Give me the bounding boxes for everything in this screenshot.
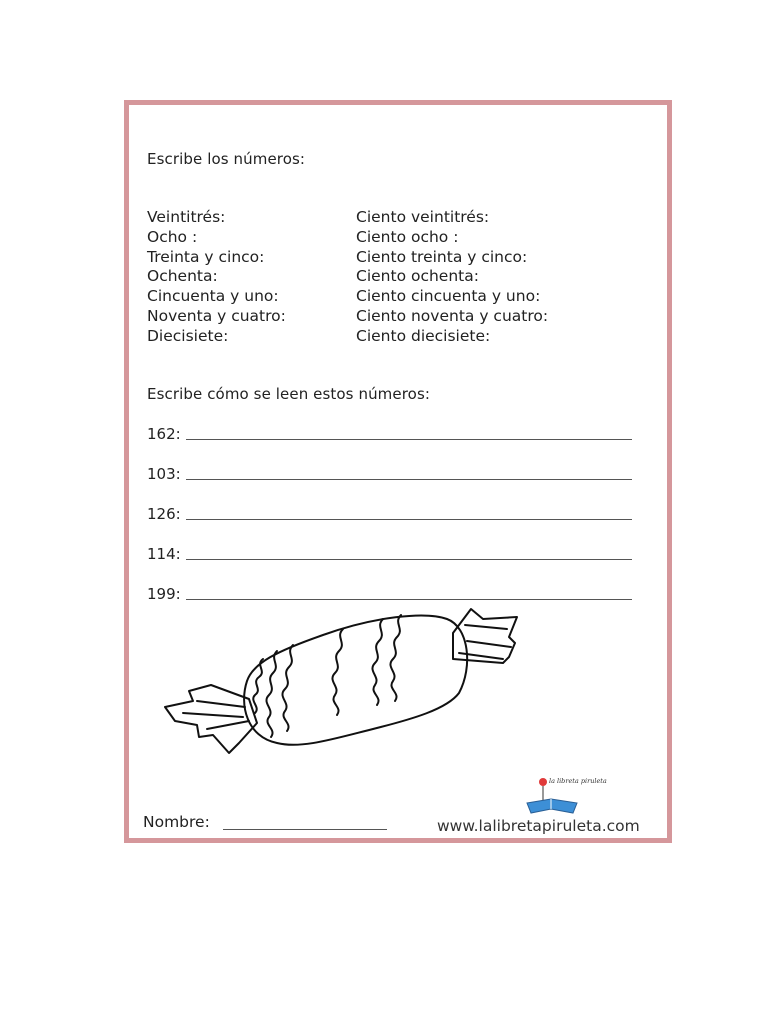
word-item: Ciento ochenta: (356, 267, 479, 286)
word-item: Ciento diecisiete: (356, 326, 491, 345)
number-label: 103: (147, 465, 181, 483)
word-item: Ciento veintitrés: (356, 208, 490, 226)
candy-illustration (153, 597, 523, 757)
number-label: 199: (147, 585, 181, 603)
word-list-left (147, 208, 286, 347)
number-answer-row[interactable] (147, 544, 632, 566)
word-item: Ochenta: (147, 267, 218, 286)
instruction-write-numbers: Escribe los números: (147, 150, 306, 168)
word-item: Ciento cincuenta y uno: (356, 287, 541, 306)
instruction-read-numbers: Escribe cómo se leen estos números: (147, 385, 431, 403)
name-label: Nombre: (143, 813, 210, 831)
number-answer-row[interactable] (147, 464, 632, 486)
answer-line[interactable] (186, 479, 632, 480)
word-list-right (356, 208, 548, 347)
word-item: Diecisiete: (147, 326, 229, 345)
word-item: Ciento ocho : (356, 227, 459, 246)
word-item: Noventa y cuatro: (147, 306, 286, 325)
worksheet-card (124, 100, 672, 843)
name-answer-line[interactable] (223, 829, 387, 830)
book-lollipop-logo-icon (521, 773, 607, 817)
answer-line[interactable] (186, 439, 632, 440)
website-url: www.lalibretapiruleta.com (437, 817, 640, 835)
answer-line[interactable] (186, 559, 632, 560)
logo-text: la libreta piruleta (549, 777, 607, 785)
number-answer-row[interactable] (147, 504, 632, 526)
number-label: 114: (147, 545, 181, 563)
number-answer-row[interactable] (147, 424, 632, 446)
number-label: 162: (147, 425, 181, 443)
answer-line[interactable] (186, 519, 632, 520)
number-label: 126: (147, 505, 181, 523)
word-item: Ciento treinta y cinco: (356, 247, 528, 266)
word-item: Cincuenta y uno: (147, 287, 279, 306)
word-item: Ciento noventa y cuatro: (356, 306, 549, 325)
word-item: Ocho : (147, 227, 198, 246)
word-item: Veintitrés: (147, 208, 226, 226)
word-item: Treinta y cinco: (147, 247, 265, 266)
